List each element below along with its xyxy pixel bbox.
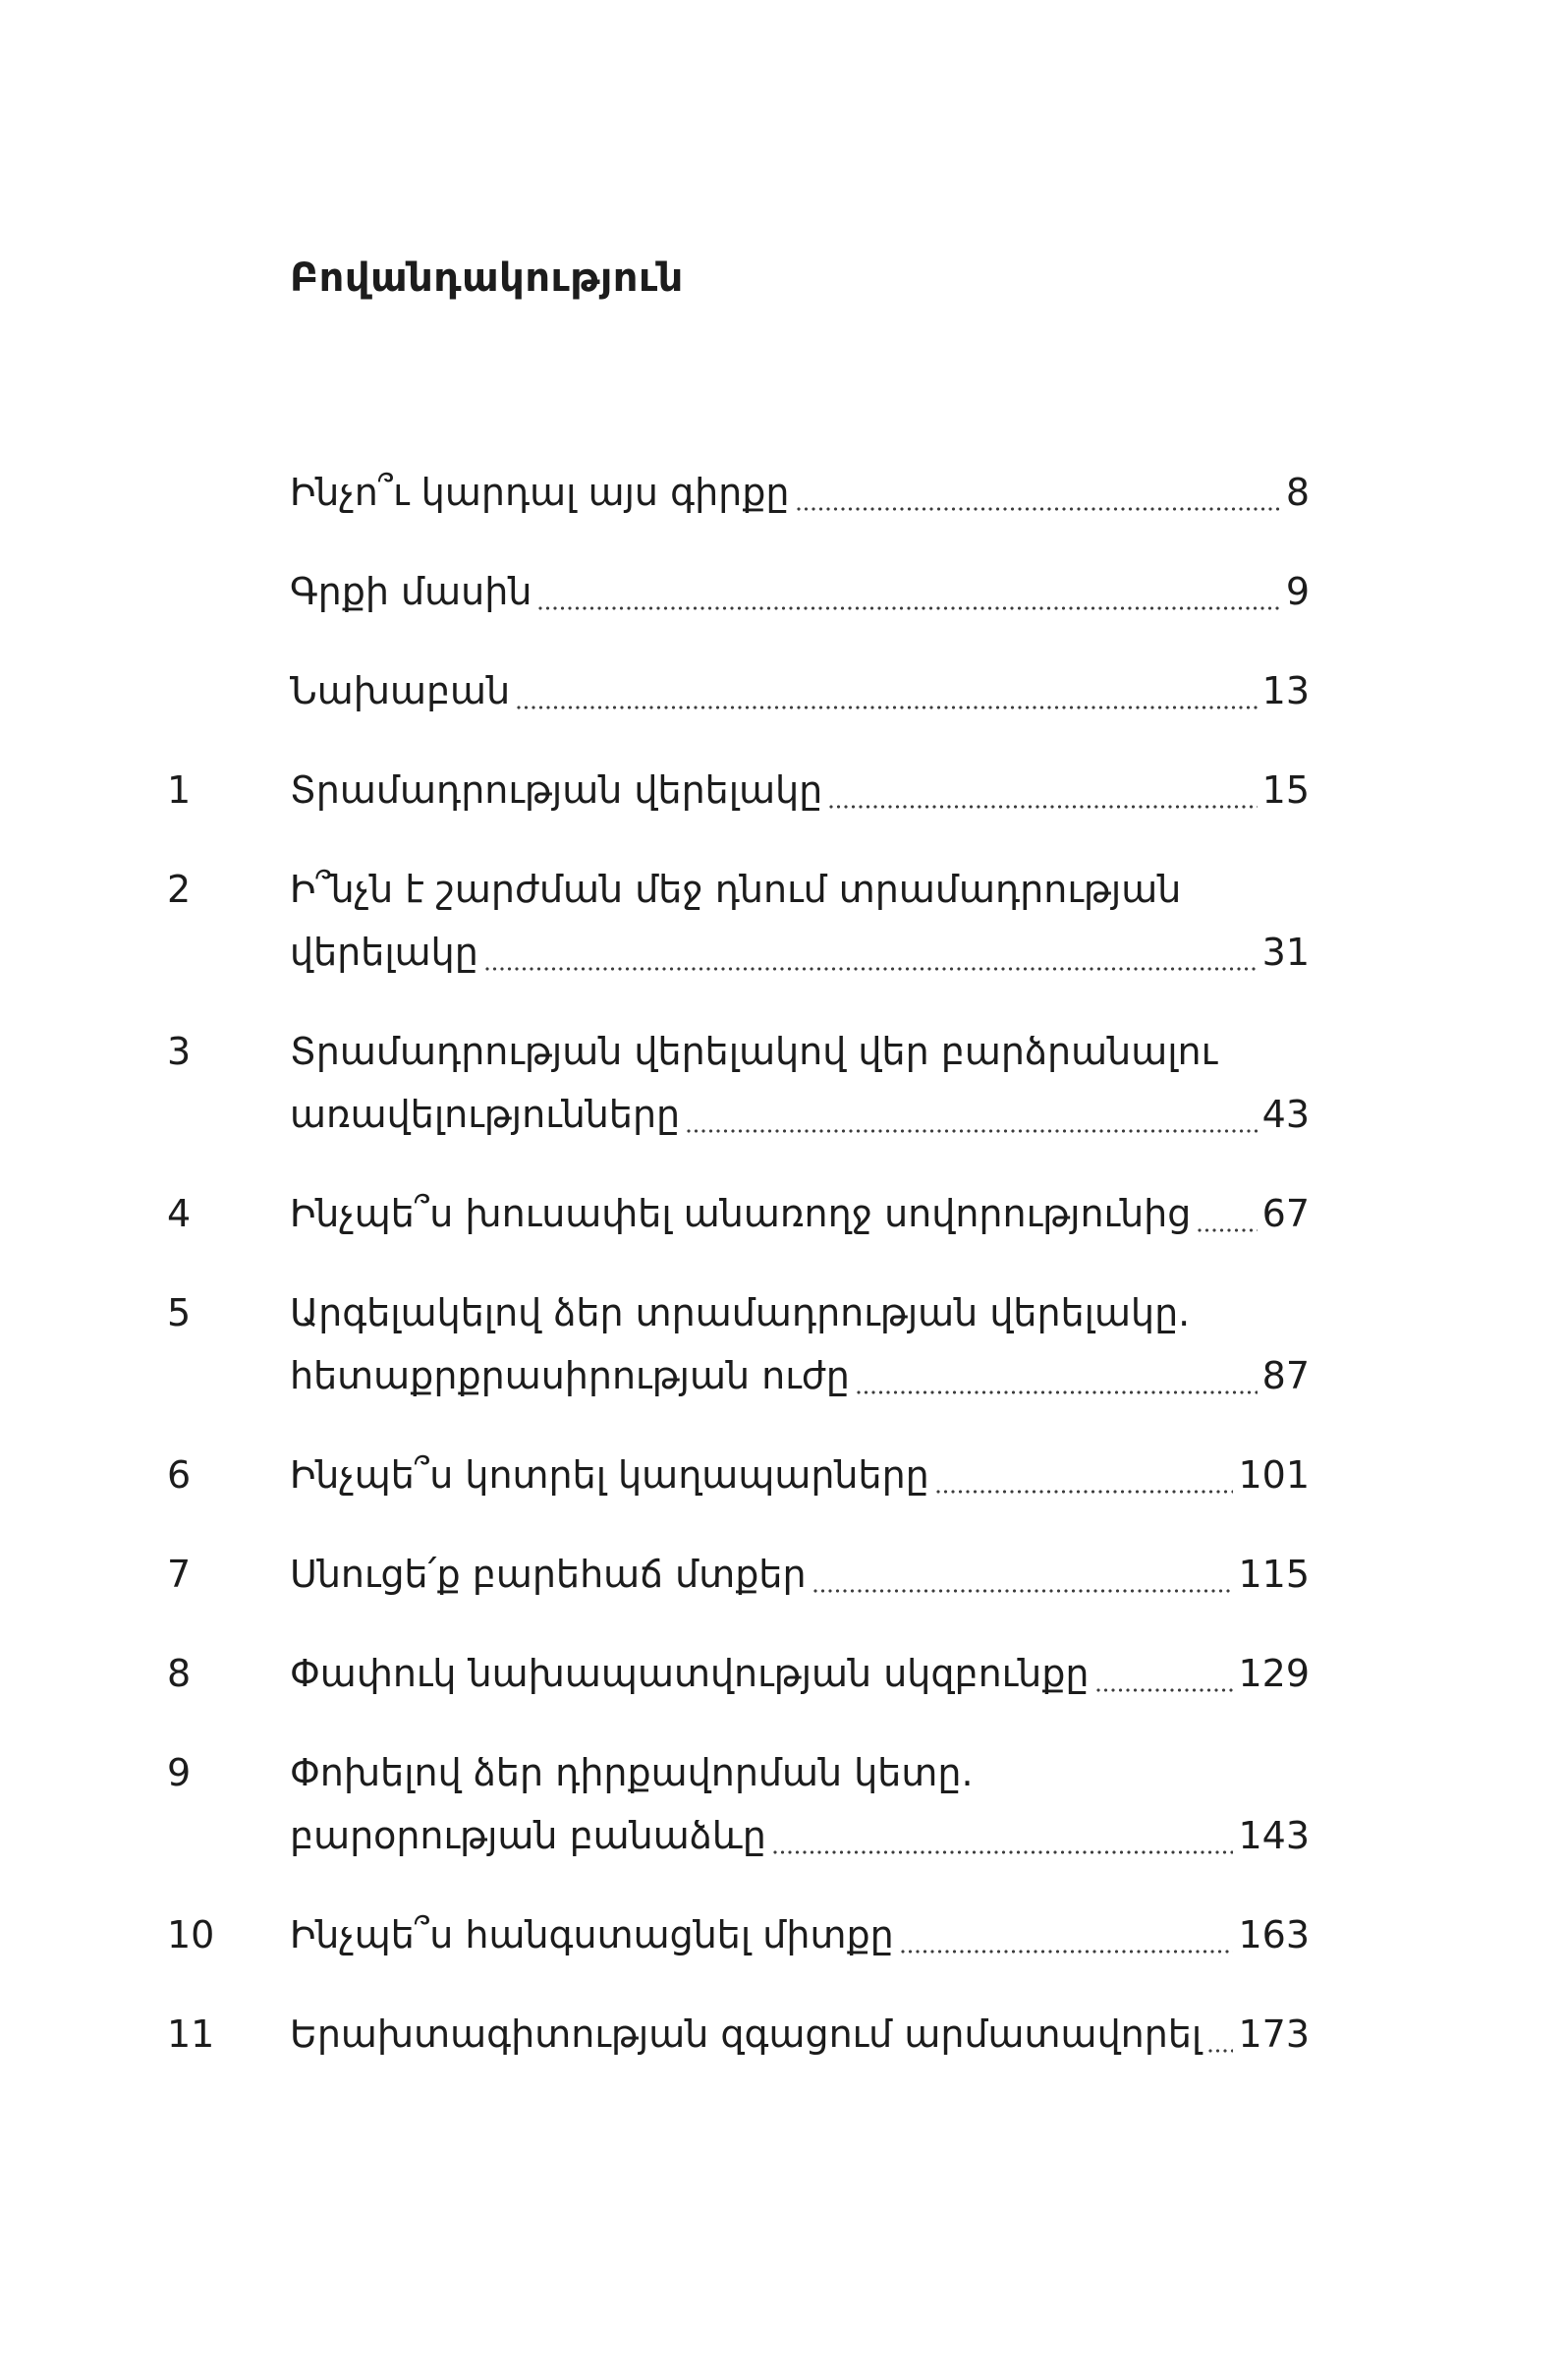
entry-content bbox=[290, 858, 1310, 984]
toc-entry bbox=[167, 1642, 1310, 1705]
entry-last-line bbox=[290, 560, 1310, 623]
entry-last-line bbox=[290, 2003, 1310, 2066]
dot-leader bbox=[813, 1589, 1234, 1593]
entry-title-line: Ինչպե՞ս խուսափել անառողջ սովորությունից bbox=[290, 1192, 1192, 1235]
entry-content bbox=[290, 1642, 1310, 1705]
entry-content bbox=[290, 1281, 1310, 1407]
entry-last-line bbox=[290, 1182, 1310, 1245]
toc-entry bbox=[167, 560, 1310, 623]
entry-last-line bbox=[290, 1083, 1310, 1146]
entry-last-line bbox=[290, 759, 1310, 822]
dot-leader bbox=[538, 606, 1280, 610]
page-number: 43 bbox=[1261, 1093, 1310, 1136]
entry-content bbox=[290, 560, 1310, 623]
page-number: 31 bbox=[1261, 931, 1310, 974]
entry-content bbox=[290, 1741, 1310, 1867]
toc-entry bbox=[167, 759, 1310, 822]
toc-entry bbox=[167, 1543, 1310, 1606]
chapter-number: 3 bbox=[167, 1030, 192, 1073]
entry-last-line bbox=[290, 461, 1310, 524]
entry-content bbox=[290, 1903, 1310, 1966]
dot-leader bbox=[687, 1129, 1257, 1133]
chapter-number: 1 bbox=[167, 768, 192, 812]
dot-leader bbox=[485, 967, 1258, 971]
page-number: 163 bbox=[1238, 1913, 1310, 1956]
chapter-number: 2 bbox=[167, 868, 192, 911]
entry-title-line: Ի՞նչն է շարժման մեջ դնում տրամադրության bbox=[290, 868, 1182, 911]
toc-entry bbox=[167, 461, 1310, 524]
entry-title-line: Փափուկ նախապատվության սկզբունքը bbox=[290, 1652, 1090, 1695]
chapter-number: 10 bbox=[167, 1913, 215, 1956]
chapter-number: 8 bbox=[167, 1652, 192, 1695]
entry-title-line: Ինչո՞ւ կարդալ այս գիրքը bbox=[290, 471, 790, 514]
entry-last-line bbox=[290, 1903, 1310, 1966]
entry-content bbox=[290, 1444, 1310, 1506]
entry-content bbox=[290, 1020, 1310, 1146]
chapter-number: 5 bbox=[167, 1291, 192, 1334]
page-number: 129 bbox=[1238, 1652, 1310, 1695]
entry-title-line: Փոխելով ձեր դիրքավորման կետը. bbox=[290, 1751, 974, 1794]
dot-leader bbox=[797, 507, 1281, 511]
entry-title-line: Գրքի մասին bbox=[290, 570, 532, 613]
toc-entry bbox=[167, 1444, 1310, 1506]
page-number: 67 bbox=[1261, 1192, 1310, 1235]
chapter-number: 4 bbox=[167, 1192, 192, 1235]
entry-content bbox=[290, 759, 1310, 822]
entry-content bbox=[290, 659, 1310, 722]
entry-title-line: Երախտագիտության զգացում արմատավորել bbox=[290, 2012, 1203, 2056]
dot-leader bbox=[1096, 1688, 1234, 1692]
entry-title-line: Սնուցե՛ք բարեհաճ մտքեր bbox=[290, 1553, 807, 1596]
entry-content bbox=[290, 1543, 1310, 1606]
dot-leader bbox=[773, 1850, 1234, 1854]
toc-entry bbox=[167, 1281, 1310, 1407]
toc-entry bbox=[167, 659, 1310, 722]
page-number: 115 bbox=[1238, 1553, 1310, 1596]
toc-entries bbox=[167, 461, 1310, 2066]
page-number: 8 bbox=[1285, 471, 1310, 514]
entry-last-line bbox=[290, 921, 1310, 984]
entry-last-line bbox=[290, 1642, 1310, 1705]
page-number: 13 bbox=[1261, 669, 1310, 712]
toc-entry bbox=[167, 858, 1310, 984]
entry-content bbox=[290, 1182, 1310, 1245]
toc-entry bbox=[167, 2003, 1310, 2066]
page-number: 101 bbox=[1238, 1453, 1310, 1497]
chapter-number: 7 bbox=[167, 1553, 192, 1596]
page-number: 87 bbox=[1261, 1354, 1310, 1397]
toc-entry bbox=[167, 1182, 1310, 1245]
entry-content bbox=[290, 461, 1310, 524]
chapter-number: 9 bbox=[167, 1751, 192, 1794]
toc-entry bbox=[167, 1903, 1310, 1966]
entry-title-line: վերելակը bbox=[290, 931, 478, 974]
entry-last-line bbox=[290, 659, 1310, 722]
entry-last-line bbox=[290, 1344, 1310, 1407]
dot-leader bbox=[1198, 1228, 1257, 1232]
toc-content-area bbox=[167, 251, 1310, 2102]
dot-leader bbox=[517, 706, 1257, 709]
dot-leader bbox=[936, 1490, 1234, 1494]
dot-leader bbox=[901, 1950, 1234, 1954]
page-number: 173 bbox=[1238, 2012, 1310, 2056]
entry-title-line: Նախաբան bbox=[290, 669, 511, 712]
entry-title-line: առավելությունները bbox=[290, 1093, 681, 1136]
dot-leader bbox=[829, 805, 1257, 809]
entry-title-line: Ինչպե՞ս հանգստացնել միտքը bbox=[290, 1913, 894, 1956]
dot-leader bbox=[1208, 2049, 1233, 2053]
chapter-number: 11 bbox=[167, 2012, 215, 2056]
page-number: 143 bbox=[1238, 1814, 1310, 1857]
page-title: Բովանդակություն bbox=[290, 255, 684, 301]
entry-last-line bbox=[290, 1543, 1310, 1606]
page-number: 9 bbox=[1285, 570, 1310, 613]
entry-title-line: հետաքրքրասիրության ուժը bbox=[290, 1354, 850, 1397]
toc-entry bbox=[167, 1020, 1310, 1146]
entry-title-line: Ինչպե՞ս կոտրել կաղապարները bbox=[290, 1453, 929, 1497]
chapter-number: 6 bbox=[167, 1453, 192, 1497]
entry-last-line bbox=[290, 1804, 1310, 1867]
page-number: 15 bbox=[1261, 768, 1310, 812]
entry-title-line: Տրամադրության վերելակով վեր բարձրանալու bbox=[290, 1030, 1218, 1073]
entry-title-line: Արգելակելով ձեր տրամադրության վերելակը. bbox=[290, 1291, 1191, 1334]
entry-last-line bbox=[290, 1444, 1310, 1506]
entry-title-line: բարօրության բանաձևը bbox=[290, 1814, 766, 1857]
entry-content bbox=[290, 2003, 1310, 2066]
toc-entry bbox=[167, 1741, 1310, 1867]
dot-leader bbox=[857, 1390, 1258, 1394]
entry-title-line: Տրամադրության վերելակը bbox=[290, 768, 823, 812]
